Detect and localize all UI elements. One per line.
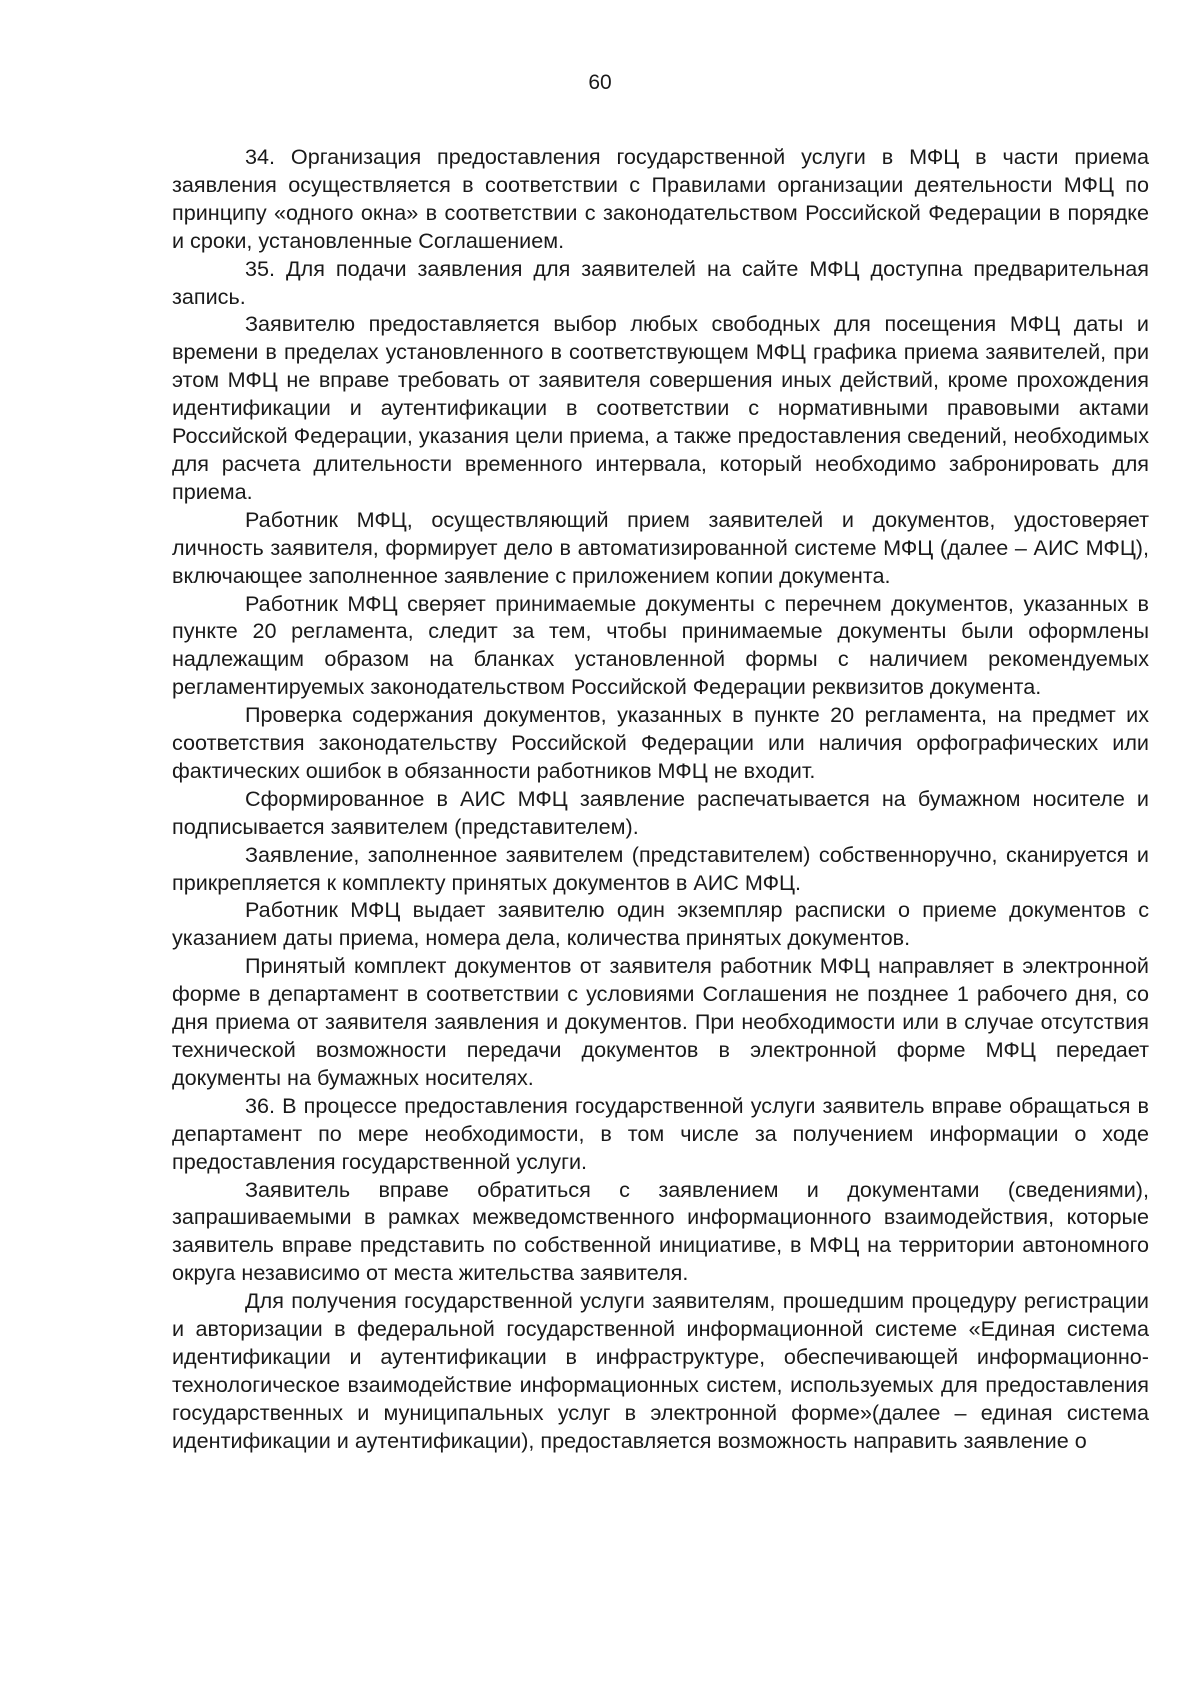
- paragraph-35: 35. Для подачи заявления для заявителей на сайте МФЦ доступна предварительная запись.: [172, 255, 1149, 309]
- paragraph-35-identity: Работник МФЦ, осуществляющий прием заявителей и документов, удостоверяет личность заявителя, формирует дело в автоматизированной системе МФЦ (далее – АИС МФЦ), включающее заполненное заявление с приложением копии документа.: [172, 506, 1149, 588]
- paragraph-35-printing: Сформированное в АИС МФЦ заявление распечатывается на бумажном носителе и подписывается заявителем (представителем).: [172, 785, 1149, 839]
- paragraph-35-choice: Заявителю предоставляется выбор любых свободных для посещения МФЦ даты и времени в пределах установленного в соответствующем МФЦ графика приема заявителей, при этом МФЦ не вправе требовать от заявителя совершения иных действий, кроме прохождения идентификации и аутентификации в соответствии с нормативными правовыми актами Российской Федерации, указания цели приема, а также предоставления сведений, необходимых для расчета длительности временного интервала, который необходимо забронировать для приема.: [172, 311, 1149, 504]
- paragraph-36: 36. В процессе предоставления государственной услуги заявитель вправе обращаться в департамент по мере необходимости, в том числе за получением информации о ходе предоставления государственной услуги.: [172, 1092, 1149, 1174]
- document-body: [172, 143, 1149, 1455]
- paragraph-35-verification: Работник МФЦ сверяет принимаемые документы с перечнем документов, указанных в пункте 20 регламента, следит за тем, чтобы принимаемые документы были оформлены надлежащим образом на бланках установленной формы с наличием рекомендуемых регламентируемых законодательством Российской Федерации реквизитов документа.: [172, 590, 1149, 700]
- paragraph-35-content-check: Проверка содержания документов, указанных в пункте 20 регламента, на предмет их соответствия законодательству Российской Федерации или наличия орфографических или фактических ошибок в обязанности работников МФЦ не входит.: [172, 702, 1149, 783]
- paragraph-35-scanning: Заявление, заполненное заявителем (представителем) собственноручно, сканируется и прикрепляется к комплекту принятых документов в АИС МФЦ.: [172, 841, 1149, 895]
- page-number: 60: [588, 71, 612, 94]
- paragraph-35-transfer: Принятый комплект документов от заявителя работник МФЦ направляет в электронной форме в департамент в соответствии с условиями Соглашения не позднее 1 рабочего дня, со дня приема от заявителя заявления и документов. При необходимости или в случае отсутствия технической возможности передачи документов в электронной форме МФЦ передает документы на бумажных носителях.: [172, 953, 1149, 1090]
- paragraph-35-receipt: Работник МФЦ выдает заявителю один экземпляр расписки о приеме документов с указанием даты приема, номера дела, количества принятых документов.: [172, 897, 1149, 951]
- paragraph-36-documents: Заявитель вправе обратиться с заявлением и документами (сведениями), запрашиваемыми в рамках межведомственного информационного взаимодействия, которые заявитель вправе представить по собственной инициативе, в МФЦ на территории автономного округа независимо от места жительства заявителя.: [172, 1176, 1149, 1286]
- paragraph-36-esia: Для получения государственной услуги заявителям, прошедшим процедуру регистрации и авторизации в федеральной государственной информационной системе «Единая система идентификации и аутентификации в инфраструктуре, обеспечивающей информационно-технологическое взаимодействие информационных систем, используемых для предоставления государственных и муниципальных услуг в электронной форме»(далее – единая система идентификации и аутентификации), предоставляется возможность направить заявление о: [172, 1288, 1149, 1453]
- paragraph-34: 34. Организация предоставления государственной услуги в МФЦ в части приема заявления осуществляется в соответствии с Правилами организации деятельности МФЦ по принципу «одного окна» в соответствии с законодательством Российской Федерации в порядке и сроки, установленные Соглашением.: [172, 144, 1149, 253]
